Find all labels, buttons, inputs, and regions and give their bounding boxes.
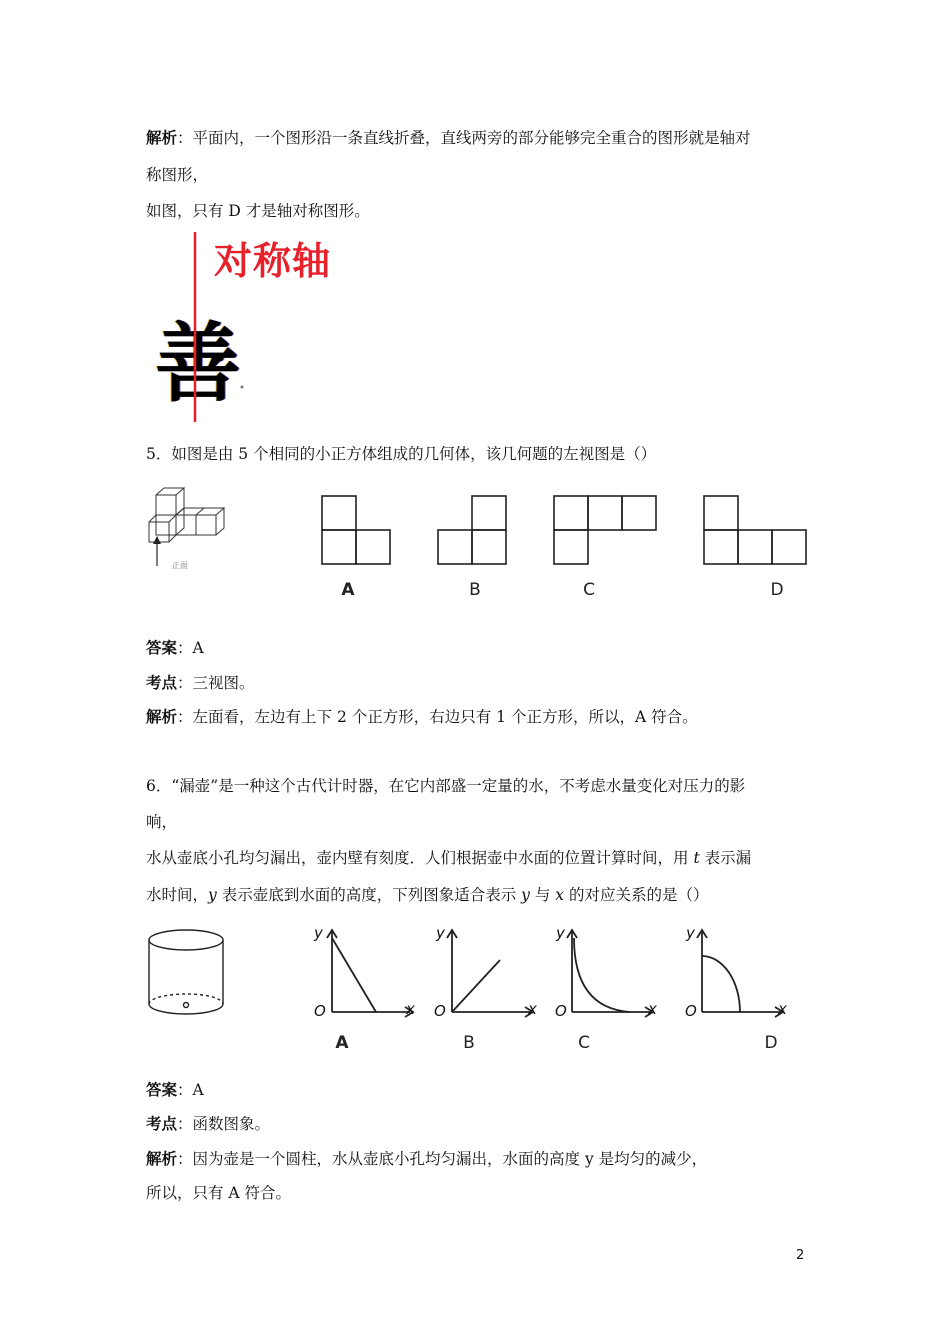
q5-option-a-figure [318,494,394,566]
q6-var-t: t [693,849,700,867]
graph-b-x-label: x [528,1000,537,1018]
q6-option-d-label: D [764,1033,778,1053]
q6-q4-text-a: 水时间， [146,886,209,904]
q6-question-line1: 6．“漏壶”是一种这个古代计时器，在它内部盛一定量的水，不考虑水量变化对压力的影 [146,777,746,795]
graph-b-y-label: y [436,924,445,942]
q6-var-y: y [208,886,217,904]
q6-option-c-label: C [578,1033,590,1053]
q6-analysis-line1 [146,1149,707,1169]
graph-a-y-label: y [314,924,323,942]
graph-b-origin: O [434,1002,446,1020]
q5-answer [146,638,204,658]
q6-var-y2: y [521,886,530,904]
q4-analysis-line1 [146,128,751,148]
q5-option-d-label: D [770,580,784,600]
q4-analysis-label: 解析 [146,128,178,147]
q6-option-b-label: B [463,1033,475,1053]
graph-a-x-label: x [406,1000,415,1018]
q6-answer [146,1080,204,1100]
q6-analysis-text: ：因为壶是一个圆柱，水从壶底小孔均匀漏出，水面的高度 y 是均匀的减少， [177,1150,708,1168]
q5-analysis [146,707,698,727]
q5-option-b-label: B [469,580,481,600]
q6-analysis-line2: 所以，只有 A 符合。 [146,1184,292,1202]
q5-option-a-label: A [341,580,355,600]
q4-analysis-text: ：平面内，一个图形沿一条直线折叠，直线两旁的部分能够完全重合的图形就是轴对 [177,129,751,147]
q6-question-line4 [146,885,708,905]
graph-d-y-label: y [686,924,695,942]
q5-analysis-label: 解析 [146,707,178,726]
q4-analysis-line3: 如图，只有 D 才是轴对称图形。 [146,202,370,220]
q6-analysis-label: 解析 [146,1149,178,1168]
graph-c-x-label: x [648,1000,657,1018]
q6-topic [146,1114,270,1134]
q5-answer-value: ：A [177,639,204,657]
q6-q3-text-a: 水从壶底小孔均匀漏出，壶内壁有刻度．人们根据壶中水面的位置计算时间，用 [146,849,694,867]
q6-answer-value: ：A [177,1081,204,1099]
symmetry-character: 善 [155,314,241,414]
q4-analysis-line2: 称图形， [146,166,209,184]
q5-topic-value: ：三视图。 [177,674,255,692]
q5-topic [146,673,255,693]
q6-q4-text-d: 的对应关系的是（） [564,886,709,904]
q6-q4-text-b: 表示壶底到水面的高度，下列图象适合表示 [216,886,522,904]
q5-question: 5．如图是由 5 个相同的小正方体组成的几何体，该几何题的左视图是（） [146,445,657,463]
q6-topic-value: ：函数图象。 [177,1115,271,1133]
q6-graph-b [430,924,540,1024]
graph-c-y-label: y [556,924,565,942]
q5-cube-figure [140,486,240,572]
q6-question-line2: 响， [146,813,178,831]
graph-a-origin: O [314,1002,326,1020]
q5-front-label: 正面 [172,561,188,570]
symmetry-axis-line [180,232,250,424]
q6-q3-text-b: 表示漏 [699,849,752,867]
q6-question-line3 [146,848,751,868]
q5-option-d-figure [700,494,808,566]
page-number: 2 [796,1248,805,1263]
q5-answer-label: 答案 [146,638,178,657]
q6-cylinder-figure [144,926,228,1020]
q5-option-c-figure [550,494,658,566]
q5-analysis-text: ：左面看，左边有上下 2 个正方形，右边只有 1 个正方形，所以，A 符合。 [177,708,698,726]
q6-graph-a [310,924,420,1024]
q6-q4-text-c: 与 [529,886,556,904]
q5-option-c-label: C [583,580,595,600]
q6-topic-label: 考点 [146,1114,178,1133]
graph-d-origin: O [685,1002,697,1020]
q6-var-x: x [555,886,565,904]
symmetry-axis-title: 对称轴 [214,239,332,283]
graph-d-x-label: x [778,1000,787,1018]
q6-option-a-label: A [335,1033,349,1053]
graph-c-origin: O [555,1002,567,1020]
q6-answer-label: 答案 [146,1080,178,1099]
q5-option-b-figure [434,494,510,566]
q5-topic-label: 考点 [146,673,178,692]
